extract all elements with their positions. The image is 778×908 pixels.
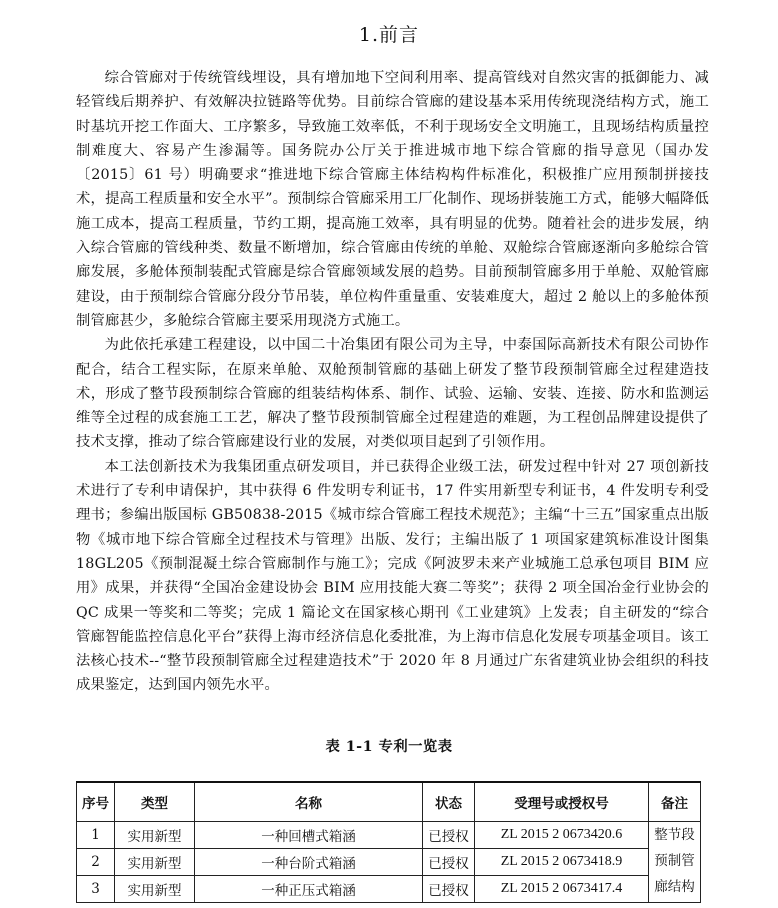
- table-row: [77, 876, 701, 903]
- column-header-type: 类型: [115, 782, 195, 822]
- paragraph: 为此依托承建工程建设，以中国二十冶集团有限公司为主导，中泰国际高新技术有限公司协作配合，结合工程实际，在原来单舱、双舱预制管廊的基础上研发了整节段预制管廊全过程建造技术，形成了整节段预制综合管廊的组装结构体系、制作、试验、运输、安装、连接、防水和监测运维等全过程的成套施工工艺，解决了整节段预制管廊全过程建造的难题，为工程创品牌建设提供了技术支撑，推动了综合管廊建设行业的发展，对类似项目起到了引领作用。: [76, 337, 709, 451]
- cell-name: 一种台阶式箱涵: [195, 849, 423, 876]
- body-text: [76, 66, 709, 698]
- cell-note: 整节段预制管廊结构: [649, 822, 701, 903]
- cell-code: ZL 2015 2 0673417.4: [475, 876, 649, 903]
- cell-no: 1: [77, 822, 115, 849]
- table-header-row: [77, 782, 701, 822]
- cell-type: 实用新型: [115, 876, 195, 903]
- cell-status: 已授权: [423, 849, 475, 876]
- column-header-no: 序号: [77, 782, 115, 822]
- column-header-name: 名称: [195, 782, 423, 822]
- cell-no: 2: [77, 849, 115, 876]
- table-row: [77, 822, 701, 849]
- column-header-code: 受理号或授权号: [475, 782, 649, 822]
- cell-code: ZL 2015 2 0673418.9: [475, 849, 649, 876]
- table-caption: 表 1-1 专利一览表: [325, 739, 453, 755]
- table-row: [77, 849, 701, 876]
- cell-type: 实用新型: [115, 849, 195, 876]
- cell-name: 一种正压式箱涵: [195, 876, 423, 903]
- cell-type: 实用新型: [115, 822, 195, 849]
- column-header-status: 状态: [423, 782, 475, 822]
- cell-status: 已授权: [423, 876, 475, 903]
- cell-no: 3: [77, 876, 115, 903]
- paragraph: 综合管廊对于传统管线埋设，具有增加地下空间利用率、提高管线对自然灾害的抵御能力、减轻管线后期养护、有效解决拉链路等优势。目前综合管廊的建设基本采用传统现浇结构方式，施工时基坑开挖工作面大、工序繁多，导致施工效率低，不利于现场安全文明施工，且现场结构质量控制难度大、容易产生渗漏等。国务院办公厅关于推进城市地下综合管廊的指导意见（国办发〔2015〕61 号）明确要求“推进地下综合管廊主体结构构件标准化，积极推广应用预制拼接技术，提高工程质量和安全水平”。预制综合管廊采用工厂化制作、现场拼装施工方式，能够大幅降低施工成本，提高工程质量，节约工期，提高施工效率，具有明显的优势。随着社会的进步发展，纳入综合管廊的管线种类、数量不断增加，综合管廊由传统的单舱、双舱综合管廊逐渐向多舱综合管廊发展，多舱体预制装配式管廊是综合管廊领域发展的趋势。目前预制管廊多用于单舱、双舱管廊建设，由于预制综合管廊分段分节吊装，单位构件重量重、安装难度大，超过 2 舱以上的多舱体预制管廊甚少，多舱综合管廊主要采用现浇方式施工。: [76, 70, 709, 329]
- paragraph: 本工法创新技术为我集团重点研发项目，并已获得企业级工法，研发过程中针对 27 项创新技术进行了专利申请保护，其中获得 6 件发明专利证书，17 件实用新型专利证书，4 件发明专利受理书；参编出版国标 GB50838-2015《城市综合管廊工程技术规范》；主编“十三五”国家重点出版物《城市地下综合管廊全过程技术与管理》出版、发行；主编出版了 1 项国家建筑标准设计图集 18GL205《预制混凝土综合管廊制作与施工》；完成《阿波罗未来产业城施工总承包项目 BIM 应用》成果，并获得“全国冶金建设协会 BIM 应用技能大赛二等奖”；获得 2 项全国冶金行业协会的 QC 成果一等奖和二等奖；完成 1 篇论文在国家核心期刊《工业建筑》上发表；自主研发的“综合管廊智能监控信息化平台”获得上海市经济信息化委批准，为上海市信息化发展专项基金项目。该工法核心技术--“整节段预制管廊全过程建造技术”于 2020 年 8 月通过广东省建筑业协会组织的科技成果鉴定，达到国内领先水平。: [76, 458, 709, 694]
- cell-name: 一种回槽式箱涵: [195, 822, 423, 849]
- column-header-note: 备注: [649, 782, 701, 822]
- patent-table: [76, 781, 701, 903]
- cell-code: ZL 2015 2 0673420.6: [475, 822, 649, 849]
- cell-status: 已授权: [423, 822, 475, 849]
- section-heading: 1.前言: [358, 24, 420, 46]
